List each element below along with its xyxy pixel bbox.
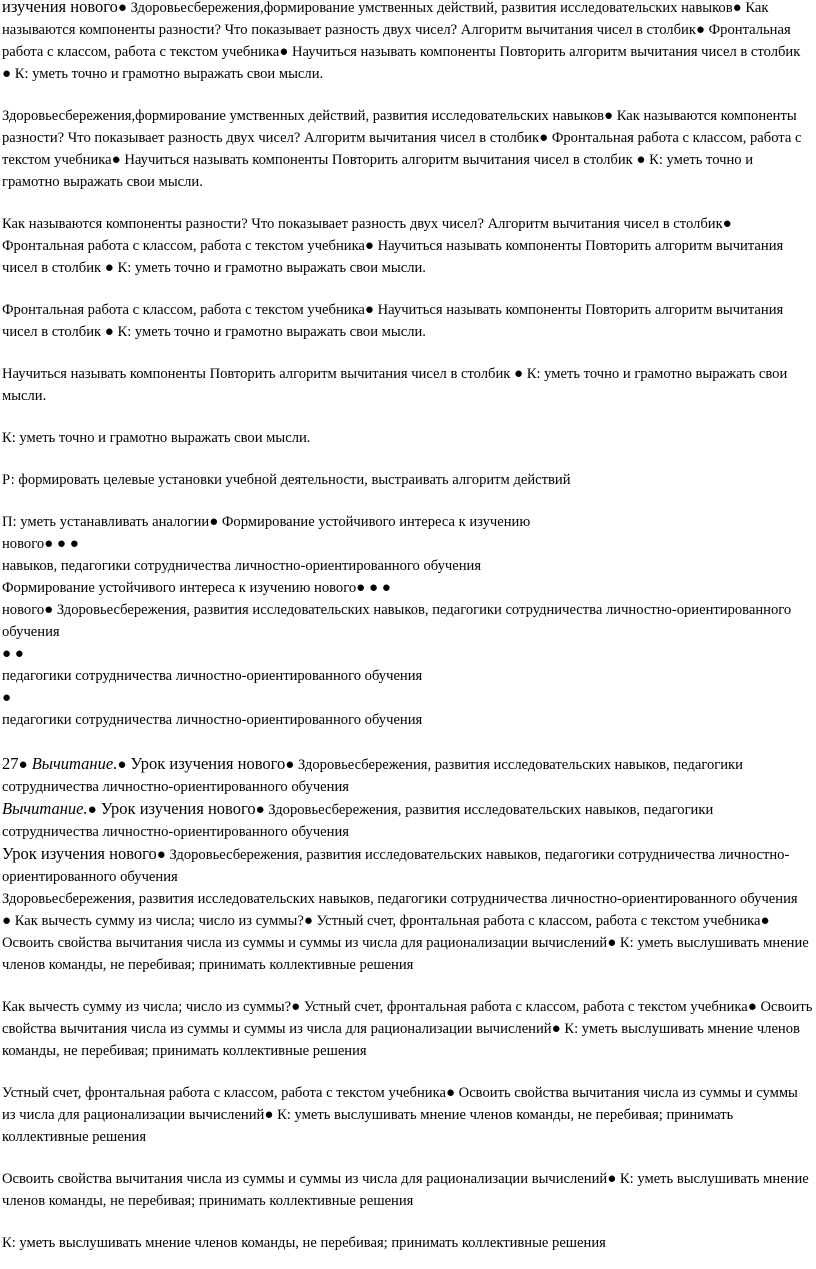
text-run: Р: формировать целевые установки учебной деятельности, выстраивать алгоритм действий [2,472,571,488]
paragraph [2,577,813,599]
text-run: Устный счет, фронтальная работа с классом, работа с текстом учебника [2,1085,446,1101]
bullet-icon: ● [2,66,12,82]
text-run: Здоровьесбережения, развития исследовательских навыков, педагогики сотрудничества личностно-ориентированного обучения [2,891,798,907]
bullet-icon: ● [209,514,219,530]
text-run: Здоровьесбережения, развития исследовательских навыков, педагогики сотрудничества личностно-ориентированного обучения [2,802,714,840]
text-run: Вычитание. [27,754,118,773]
paragraph [2,1082,813,1148]
bullet-icon: ● [364,302,374,318]
bullet-icon: ● [732,0,742,16]
text-run: педагогики сотрудничества личностно-ориентированного обучения [2,668,423,684]
bullet-icon: ● [539,130,549,146]
text-run: Урок изучения нового [126,754,286,773]
text-run: Как вычесть сумму из числа; число из суммы? [2,999,292,1015]
text-run: Урок изучения нового [2,844,157,863]
paragraph [2,709,813,731]
bullet-icon: ● [264,1107,274,1123]
bullet-icon: ● ● ● [356,580,391,596]
bullet-icon: ● [2,913,12,929]
text-run: Здоровьесбережения,формирование умственных действий, развития исследовательских навыков [2,108,605,124]
bullet-icon: ● [760,913,770,929]
bullet-icon: ● [303,913,313,929]
bullet-icon: ● [607,935,617,951]
text-run: Формирование устойчивого интереса к изучению нового [2,580,357,596]
bullet-icon: ● [514,366,524,382]
text-run: изучения нового [2,0,118,16]
paragraph [2,299,813,343]
bullet-icon: ● ● [2,646,24,662]
bullet-icon: ● [607,1171,617,1187]
text-run: К: уметь выслушивать мнение членов команды, не перебивая; принимать коллективные решения [2,1021,800,1059]
paragraph [2,643,813,665]
text-run: Освоить свойства вычитания числа из суммы и суммы из числа для рационализации вычислений [2,1171,608,1187]
paragraph [2,665,813,687]
text-run: К: уметь точно и грамотно выражать свои мысли. [2,366,788,404]
bullet-icon: ● [747,999,757,1015]
bullet-icon: ● [111,152,121,168]
text-run: П: уметь устанавливать аналогии [2,514,210,530]
bullet-icon: ● [551,1021,561,1037]
text-run: Научиться называть компоненты Повторить алгоритм вычитания чисел в столбик [2,238,784,276]
text-run: Здоровьесбережения, развития исследовательских навыков, педагогики сотрудничества личностно-ориентированного обучения [2,602,792,640]
paragraph [2,1168,813,1212]
text-run: Как называются компоненты разности? Что показывает разность двух чисел? Алгоритм вычитания чисел в столбик [2,0,769,38]
paragraph [2,798,813,843]
text-run: К: уметь выслушивать мнение членов команды, не перебивая; принимать коллективные решения [2,935,809,973]
paragraph [2,213,813,279]
text-run: навыков, педагогики сотрудничества личностно-ориентированного обучения [2,558,482,574]
paragraph [2,599,813,643]
paragraph [2,0,813,85]
bullet-icon: ● [291,999,301,1015]
paragraph [2,555,813,577]
text-run: Освоить свойства вычитания числа из суммы и суммы из числа для рационализации вычислений [2,1085,798,1123]
text-run: Фронтальная работа с классом, работа с текстом учебника [2,238,365,254]
text-run: К: уметь точно и грамотно выражать свои мысли. [11,66,324,82]
paragraph [2,363,813,407]
bullet-icon: ● [636,152,646,168]
bullet-icon: ● [18,757,28,773]
text-run: Здоровьесбережения, развития исследовательских навыков, педагогики сотрудничества личностно-ориентированного обучения [2,757,743,795]
paragraph [2,105,813,193]
bullet-icon: ● [255,802,265,818]
bullet-icon: ● [695,22,705,38]
text-run: Здоровьесбережения, развития исследовательских навыков, педагогики сотрудничества личностно-ориентированного обучения [2,847,790,885]
text-run: Освоить свойства вычитания числа из суммы и суммы из числа для рационализации вычислений [2,935,608,951]
paragraph [2,843,813,888]
text-run: Освоить свойства вычитания числа из суммы и суммы из числа для рационализации вычислений [2,999,813,1037]
text-run: Фронтальная работа с классом, работа с текстом учебника [2,22,791,60]
text-run: Как называются компоненты разности? Что показывает разность двух чисел? Алгоритм вычитания чисел в столбик [2,216,723,232]
bullet-icon: ● [2,690,12,706]
bullet-icon: ● [104,324,114,340]
bullet-icon: ● [445,1085,455,1101]
paragraph [2,427,813,449]
paragraph [2,996,813,1062]
paragraph [2,888,813,910]
paragraph [2,469,813,491]
bullet-icon: ● [117,0,127,16]
text-run: Научиться называть компоненты Повторить алгоритм вычитания чисел в столбик [2,302,784,340]
bullet-icon: ● [44,602,54,618]
bullet-icon: ● [722,216,732,232]
text-run: К: уметь точно и грамотно выражать свои мысли. [113,324,426,340]
text-run: Здоровьесбережения,формирование умственных действий, развития исследовательских навыков [126,0,733,16]
paragraph [2,511,813,533]
text-run: Как называются компоненты разности? Что показывает разность двух чисел? Алгоритм вычитания чисел в столбик [2,108,797,146]
bullet-icon: ● [104,260,114,276]
bullet-icon: ● [604,108,614,124]
text-run: нового [2,536,45,552]
text-run: Научиться называть компоненты Повторить алгоритм вычитания чисел в столбик [288,44,801,60]
paragraph [2,910,813,976]
text-run: педагогики сотрудничества личностно-ориентированного обучения [2,712,423,728]
text-run: К: уметь точно и грамотно выражать свои мысли. [113,260,426,276]
text-run: К: уметь выслушивать мнение членов команды, не перебивая; принимать коллективные решения [2,1171,809,1209]
text-run: нового [2,602,45,618]
text-run: Устный счет, фронтальная работа с классом, работа с текстом учебника [312,913,761,929]
text-run: К: уметь точно и грамотно выражать свои мысли. [2,430,311,446]
text-run: Фронтальная работа с классом, работа с текстом учебника [2,130,802,168]
paragraph [2,1232,813,1254]
text-run: Вычитание. [2,799,88,818]
text-run: К: уметь точно и грамотно выражать свои мысли. [2,152,754,190]
text-run: 27 [2,754,19,773]
text-run: Фронтальная работа с классом, работа с текстом учебника [2,302,365,318]
text-run: Научиться называть компоненты Повторить алгоритм вычитания чисел в столбик [120,152,637,168]
bullet-icon: ● [279,44,289,60]
text-run: К: уметь выслушивать мнение членов команды, не перебивая; принимать коллективные решения [2,1235,606,1251]
lesson-plan-section-26 [2,0,813,731]
bullet-icon: ● [285,757,295,773]
bullet-icon: ● [117,757,127,773]
bullet-icon: ● [156,847,166,863]
text-run: Как вычесть сумму из числа; число из суммы? [11,913,304,929]
text-run: Урок изучения нового [96,799,256,818]
paragraph [2,753,813,798]
text-run: Формирование устойчивого интереса к изучению [218,514,531,530]
lesson-plan-section-27 [2,753,813,1254]
paragraph [2,533,813,555]
paragraph [2,687,813,709]
text-run: Научиться называть компоненты Повторить алгоритм вычитания чисел в столбик [2,366,515,382]
bullet-icon: ● [87,802,97,818]
text-run: К: уметь выслушивать мнение членов команды, не перебивая; принимать коллективные решения [2,1107,734,1145]
bullet-icon: ● ● ● [44,536,79,552]
bullet-icon: ● [364,238,374,254]
text-run: Устный счет, фронтальная работа с классом, работа с текстом учебника [300,999,748,1015]
